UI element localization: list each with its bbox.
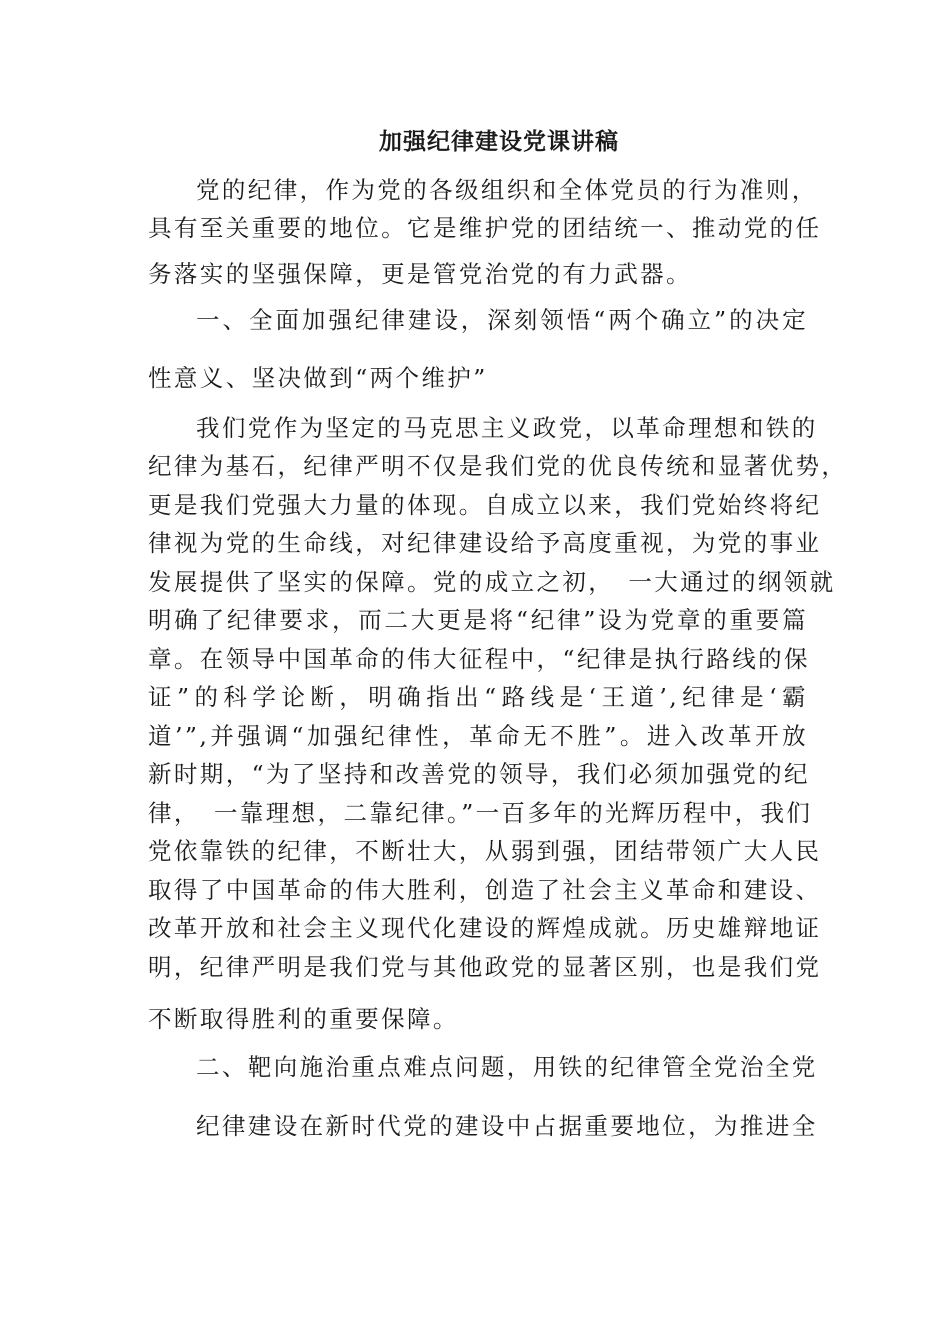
paragraph-line: 证”的科学论断，明确指出“路线是‘王道’,纪律是‘霸 [148,683,808,711]
paragraph-line: 取得了中国革命的伟大胜利，创造了社会主义革命和建设、 [148,876,822,904]
paragraph-line: 新时期，“为了坚持和改善党的领导，我们必须加强党的纪 [148,760,810,788]
paragraph-line: 纪律为基石，纪律严明不仅是我们党的优良传统和显著优势， [148,452,848,480]
paragraph-line: 党的纪律，作为党的各级组织和全体党员的行为准则， [196,176,818,204]
document-title: 加强纪律建设党课讲稿 [379,128,619,155]
paragraph-line: 律， 一靠理想，二靠纪律。”一百多年的光辉历程中，我们 [148,799,813,827]
paragraph-line: 更是我们党强大力量的体现。自成立以来，我们党始终将纪 [148,491,822,519]
paragraph-line: 律视为党的生命线，对纪律建设给予高度重视，为党的事业 [148,529,822,557]
section-heading-line: 一、全面加强纪律建设，深刻领悟“两个确立”的决定 [196,306,808,334]
paragraph-line: 明，纪律严明是我们党与其他政党的显著区别，也是我们党 [148,953,822,981]
paragraph-line: 不断取得胜利的重要保障。 [148,1005,459,1033]
paragraph-line: 我们党作为坚定的马克思主义政党，以革命理想和铁的 [196,414,818,442]
paragraph-line: 章。在领导中国革命的伟大征程中，“纪律是执行路线的保 [148,645,810,673]
paragraph-line: 纪律建设在新时代党的建设中占据重要地位，为推进全 [196,1112,818,1140]
paragraph-line: 道’”,并强调“加强纪律性，革命无不胜”。进入改革开放 [148,722,808,750]
section-heading-line: 二、靶向施治重点难点问题，用铁的纪律管全党治全党 [196,1053,818,1081]
paragraph-line: 发展提供了坚实的保障。党的成立之初， 一大通过的纲领就 [148,568,836,596]
paragraph-line: 务落实的坚强保障，更是管党治党的有力武器。 [148,260,692,288]
paragraph-line: 明确了纪律要求，而二大更是将“纪律”设为党章的重要篇 [148,606,808,634]
section-heading-line: 性意义、坚决做到“两个维护” [148,364,488,392]
paragraph-line: 改革开放和社会主义现代化建设的辉煌成就。历史雄辩地证 [148,914,822,942]
paragraph-line: 党依靠铁的纪律，不断壮大，从弱到强，团结带领广大人民 [148,837,822,865]
paragraph-line: 具有至关重要的地位。它是维护党的团结统一、推动党的任 [148,214,822,242]
